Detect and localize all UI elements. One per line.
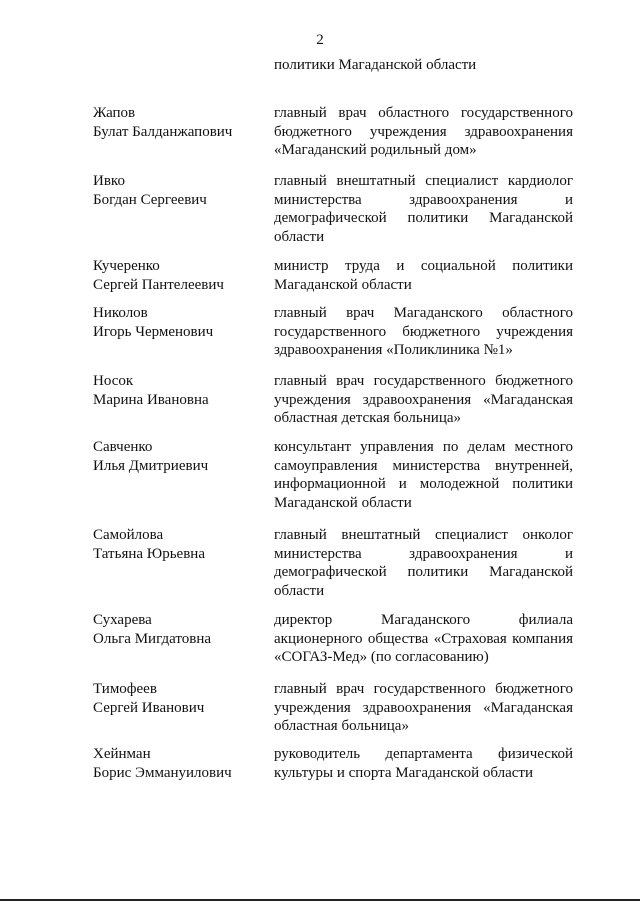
- member-position: главный врач государственного бюджетного учреждения здравоохранения «Магаданская областная детская больница»: [274, 373, 573, 426]
- member-position: руководитель департамента физической культуры и спорта Магаданской области: [274, 746, 573, 781]
- continuation-text: политики Магаданской области: [274, 57, 477, 73]
- member-surname: Сухарева: [93, 612, 152, 628]
- member-surname: Ивко: [93, 173, 125, 189]
- member-full-name: [93, 526, 268, 563]
- member-position: главный внештатный специалист онколог министерства здравоохранения и демографической политики Магаданской области: [274, 527, 573, 599]
- member-full-name: [93, 372, 268, 409]
- member-position: главный врач государственного бюджетного учреждения здравоохранения «Магаданская областная больница»: [274, 681, 573, 734]
- member-position: директор Магаданского филиала акционерного общества «Страховая компания «СОГАЗ-Мед» (по согласованию): [274, 612, 573, 665]
- member-position: главный врач Магаданского областного государственного бюджетного учреждения здравоохранения «Поликлиника №1»: [274, 305, 573, 358]
- footer-divider: [0, 899, 640, 901]
- member-given-names: Марина Ивановна: [93, 391, 209, 408]
- member-surname: Николов: [93, 305, 148, 321]
- member-full-name: [93, 438, 268, 475]
- member-full-name: [93, 611, 268, 648]
- member-surname: Носок: [93, 373, 134, 389]
- member-full-name: [93, 104, 268, 141]
- member-given-names: Ольга Мигдатовна: [93, 630, 212, 647]
- member-surname: Савченко: [93, 439, 153, 455]
- member-full-name: [93, 745, 268, 782]
- member-given-names: Борис Эммануилович: [93, 764, 232, 781]
- member-given-names: Игорь Черменович: [93, 323, 214, 340]
- member-position: министр труда и социальной политики Магаданской области: [274, 258, 573, 293]
- member-surname: Жапов: [93, 105, 136, 121]
- member-given-names: Булат Балданжапович: [93, 123, 233, 140]
- member-full-name: [93, 257, 268, 294]
- page-number: 2: [316, 32, 324, 48]
- member-given-names: Татьяна Юрьевна: [93, 545, 205, 562]
- member-position: консультант управления по делам местного самоуправления министерства внутренней, информационной и молодежной политики Магаданской области: [274, 439, 573, 511]
- member-surname: Тимофеев: [93, 681, 157, 697]
- member-surname: Самойлова: [93, 527, 164, 543]
- member-surname: Кучеренко: [93, 258, 160, 274]
- member-given-names: Сергей Пантелеевич: [93, 276, 224, 293]
- member-position: главный врач областного государственного бюджетного учреждения здравоохранения «Магаданский родильный дом»: [274, 105, 573, 158]
- member-full-name: [93, 680, 268, 717]
- member-given-names: Илья Дмитриевич: [93, 457, 209, 474]
- member-position: главный внештатный специалист кардиолог министерства здравоохранения и демографической политики Магаданской области: [274, 173, 573, 245]
- member-given-names: Богдан Сергеевич: [93, 191, 207, 208]
- member-full-name: [93, 172, 268, 209]
- member-full-name: [93, 304, 268, 341]
- member-surname: Хейнман: [93, 746, 151, 762]
- member-given-names: Сергей Иванович: [93, 699, 205, 716]
